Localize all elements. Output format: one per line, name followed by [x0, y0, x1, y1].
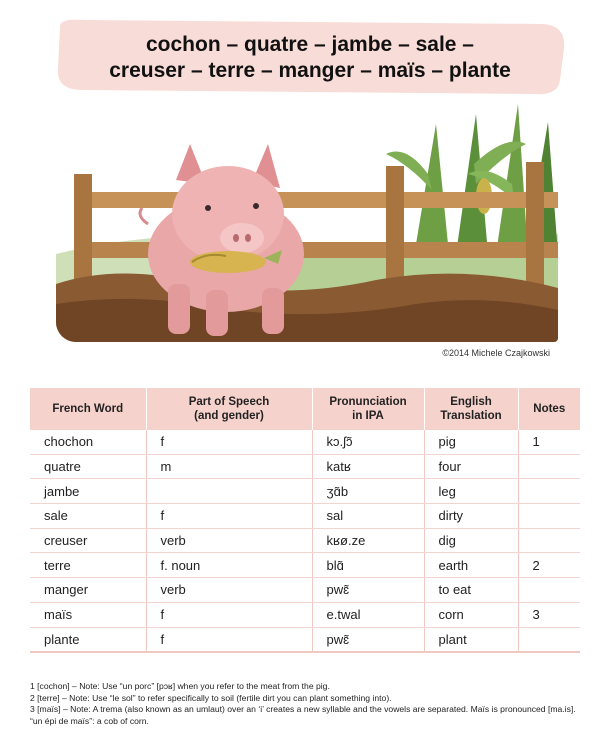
cell-pos: m: [146, 454, 312, 479]
cell-pos: f. noun: [146, 553, 312, 578]
cell-pos: f: [146, 602, 312, 627]
cell-english: plant: [424, 627, 518, 652]
image-credit: ©2014 Michele Czajkowski: [442, 348, 550, 358]
page-title: [54, 18, 566, 84]
footnote-2: 2 [terre] – Note: Use “le sol” to refer specifically to soil (fertile dirt you can plant something into).: [30, 692, 392, 703]
table-row: [30, 430, 580, 454]
cell-pos: f: [146, 627, 312, 652]
header-english: English Translation: [424, 388, 518, 430]
cell-word: creuser: [30, 528, 146, 553]
header-french-word: French Word: [30, 388, 146, 430]
pig-illustration: [56, 104, 558, 342]
cell-word: terre: [30, 553, 146, 578]
cell-ipa: e.twal: [312, 602, 424, 627]
cell-pos: f: [146, 504, 312, 529]
footnote-3: 3 [maïs] – Note: A trema (also known as an umlaut) over an ‘i’ creates a new syllable and the vowels are separated. Maïs is pronounced [ma.is]. “un épi de maïs”: a cob of corn.: [30, 704, 576, 726]
table-row: [30, 454, 580, 479]
table-row: [30, 553, 580, 578]
cell-ipa: pwɛ̃: [312, 627, 424, 652]
table-row: [30, 479, 580, 504]
footnote-1: 1 [cochon] – Note: Use “un porc” [pɔʁ] when you refer to the meat from the pig.: [30, 681, 330, 691]
cell-note: 2: [518, 553, 580, 578]
vocabulary-table: [30, 388, 580, 653]
cell-note: [518, 627, 580, 652]
cell-english: dirty: [424, 504, 518, 529]
cell-pos: verb: [146, 528, 312, 553]
cell-english: leg: [424, 479, 518, 504]
cell-ipa: katʁ: [312, 454, 424, 479]
cell-pos: [146, 479, 312, 504]
table-row: [30, 578, 580, 603]
cell-ipa: blɑ̃: [312, 553, 424, 578]
cell-word: jambe: [30, 479, 146, 504]
table-row: [30, 602, 580, 627]
cell-note: 1: [518, 430, 580, 454]
cell-note: 3: [518, 602, 580, 627]
header-part-of-speech: Part of Speech (and gender): [146, 388, 312, 430]
cell-note: [518, 504, 580, 529]
cell-note: [518, 454, 580, 479]
cell-word: quatre: [30, 454, 146, 479]
cell-ipa: sal: [312, 504, 424, 529]
cell-ipa: kʁø.ze: [312, 528, 424, 553]
cell-note: [518, 578, 580, 603]
cell-word: chochon: [30, 430, 146, 454]
cell-english: dig: [424, 528, 518, 553]
cell-word: manger: [30, 578, 146, 603]
cell-pos: f: [146, 430, 312, 454]
cell-pos: verb: [146, 578, 312, 603]
title-line-2: creuser – terre – manger – maïs – plante: [109, 59, 511, 82]
header-notes: Notes: [518, 388, 580, 430]
footnotes: [30, 681, 590, 727]
title-banner: [54, 18, 566, 96]
table-row: [30, 528, 580, 553]
cell-english: four: [424, 454, 518, 479]
cell-word: maïs: [30, 602, 146, 627]
cell-english: pig: [424, 430, 518, 454]
cell-ipa: pwɛ̃: [312, 578, 424, 603]
cell-ipa: ʒɑ̃b: [312, 479, 424, 504]
table-row: [30, 627, 580, 652]
title-line-1: cochon – quatre – jambe – sale –: [146, 33, 474, 56]
cell-english: to eat: [424, 578, 518, 603]
cell-ipa: kɔ.ʃɔ̃: [312, 430, 424, 454]
table-row: [30, 504, 580, 529]
cell-word: plante: [30, 627, 146, 652]
cell-english: corn: [424, 602, 518, 627]
cell-word: sale: [30, 504, 146, 529]
cell-english: earth: [424, 553, 518, 578]
header-pronunciation: Pronunciation in IPA: [312, 388, 424, 430]
cell-note: [518, 528, 580, 553]
cell-note: [518, 479, 580, 504]
table-header-row: [30, 388, 580, 430]
